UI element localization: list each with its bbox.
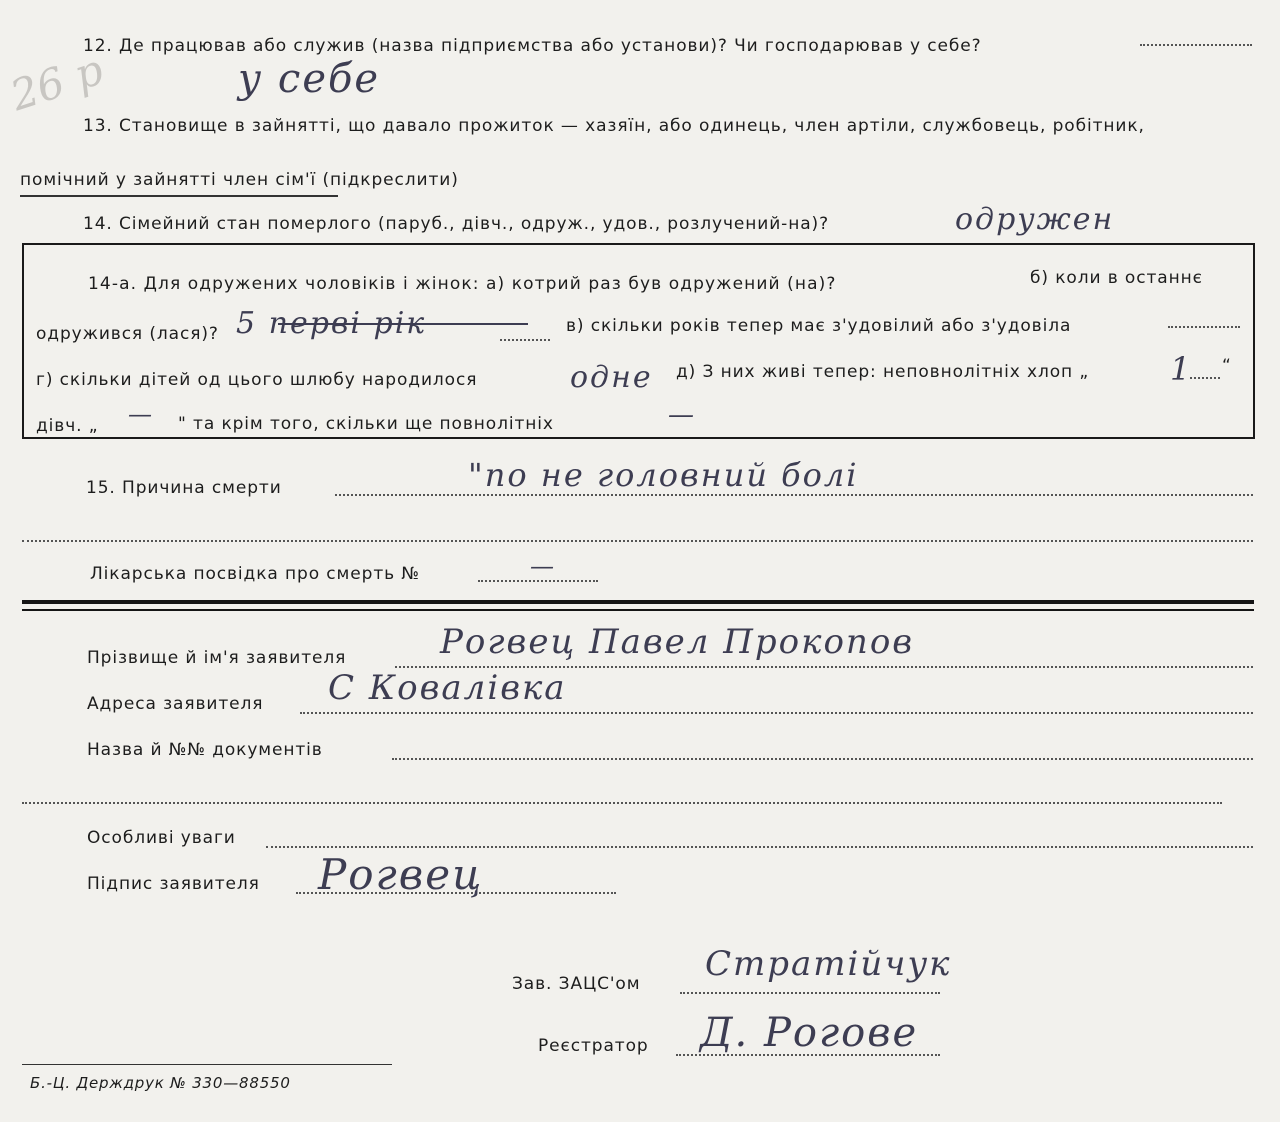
applicant-notes-label: Особливі уваги bbox=[87, 828, 236, 848]
q14a-row4-girls-label: дівч. „ bbox=[36, 416, 99, 436]
head-label: Зав. ЗАЦС'ом bbox=[512, 974, 641, 994]
applicant-notes-fill bbox=[266, 846, 1253, 848]
q14a-row3-close-quote: “ bbox=[1222, 356, 1232, 376]
applicant-sign-label: Підпис заявителя bbox=[87, 874, 260, 894]
head-signature[interactable]: Стратійчук bbox=[705, 944, 952, 984]
applicant-address-fill bbox=[300, 712, 1253, 714]
applicant-docs-label: Назва й №№ документів bbox=[87, 740, 323, 760]
q14a-row2-c: в) скільки років тепер має з'удовілий або з'удовіла bbox=[566, 316, 1072, 336]
applicant-docs-fill bbox=[392, 758, 1253, 760]
q13-line2: помічний у зайнятті член сім'ї (підкреслити) bbox=[20, 170, 459, 190]
q14a-row1-b: б) коли в останнє bbox=[1030, 268, 1203, 288]
applicant-name-label: Прізвище й ім'я заявителя bbox=[87, 648, 347, 668]
q14a-row3-fill bbox=[1190, 377, 1220, 379]
q14a-row1-a: 14-а. Для одружених чоловіків і жінок: а) котрий раз був одружений (на)? bbox=[88, 274, 837, 294]
footer-printer: Б.-Ц. Держдрук № 330—88550 bbox=[30, 1074, 291, 1092]
q14a-row2-c-fill bbox=[1168, 326, 1240, 328]
q13-underline bbox=[20, 195, 338, 197]
q15-fill-line bbox=[335, 494, 1253, 496]
q14a-strikethrough bbox=[278, 323, 528, 325]
applicant-address-value[interactable]: С Ковалівка bbox=[328, 668, 567, 708]
q13-line1: 13. Становище в зайнятті, що давало прожиток — хазяїн, або одинець, член артіли, службовець, робітник, bbox=[83, 116, 1145, 136]
q12-answer[interactable]: у себе bbox=[238, 56, 381, 102]
q12-label: 12. Де працював або служив (назва підприємства або установи)? Чи господарював у себе? bbox=[83, 36, 982, 56]
registrar-signature[interactable]: Д. Рогове bbox=[700, 1010, 919, 1056]
q15-answer[interactable]: "по не головний болі bbox=[468, 456, 859, 494]
medical-label: Лікарська посвідка про смерть № bbox=[90, 564, 420, 584]
q14a-row2-fill bbox=[500, 339, 550, 341]
registrar-label: Реєстратор bbox=[538, 1036, 649, 1056]
applicant-sign-value[interactable]: Рогвец bbox=[318, 850, 484, 899]
applicant-docs-fill-2 bbox=[22, 802, 1222, 804]
q15-label: 15. Причина смерти bbox=[86, 478, 282, 498]
q14a-row3-d: д) З них живі тепер: неповнолітніх хлоп „ bbox=[676, 362, 1090, 382]
q12-margin-note: 26 р bbox=[4, 44, 109, 121]
q14-label: 14. Сімейний стан померлого (паруб., дівч., одруж., удов., розлучений-на)? bbox=[83, 214, 829, 234]
applicant-name-value[interactable]: Рогвец Павел Прокопов bbox=[440, 622, 915, 662]
q12-fill-line bbox=[1140, 44, 1252, 46]
q14a-row3-g: г) скільки дітей од цього шлюбу народилося bbox=[36, 370, 478, 390]
section-divider-thin bbox=[22, 609, 1254, 611]
q14-answer[interactable]: одружен bbox=[955, 202, 1115, 237]
q14a-row3-answer[interactable]: одне bbox=[570, 360, 653, 395]
q14a-row2-label: одружився (лася)? bbox=[36, 324, 219, 344]
section-divider-thick bbox=[22, 600, 1254, 604]
applicant-address-label: Адреса заявителя bbox=[87, 694, 264, 714]
q14a-row3-boys[interactable]: 1 bbox=[1170, 350, 1193, 388]
head-fill bbox=[680, 992, 940, 994]
footer-rule bbox=[22, 1064, 392, 1065]
q14a-row2-answer[interactable]: 5 перві рік bbox=[236, 306, 427, 341]
medical-fill-line bbox=[478, 580, 598, 582]
q14a-row4-rest: " та крім того, скільки ще повнолітніх bbox=[178, 414, 554, 434]
q14a-row4-answer[interactable]: — bbox=[668, 400, 696, 430]
q15-fill-line-2 bbox=[22, 540, 1253, 542]
medical-answer[interactable]: — bbox=[530, 552, 556, 580]
q14a-row4-girls[interactable]: — bbox=[128, 400, 154, 428]
